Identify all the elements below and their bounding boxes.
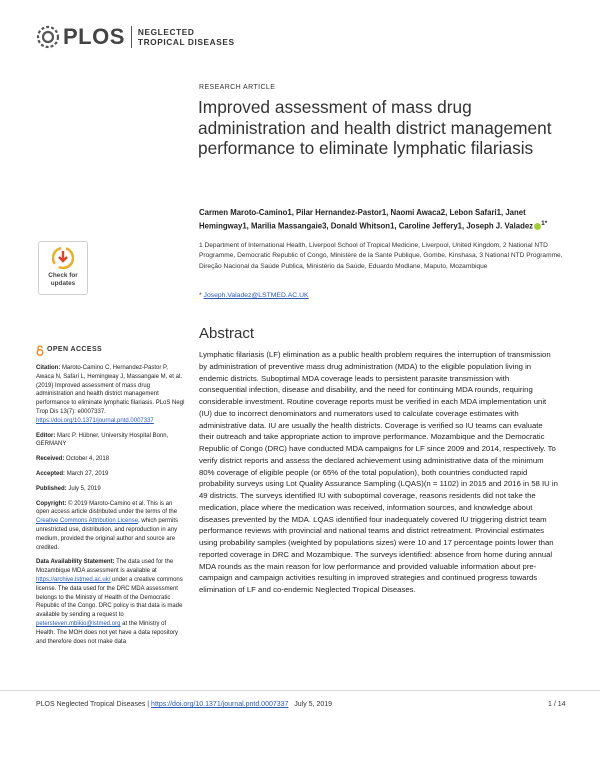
page-footer [36, 701, 332, 708]
author-suffix: 1* [541, 220, 548, 228]
page-number: 1 / 14 [548, 701, 566, 708]
data-archive-link[interactable]: https://archive.lstmed.ac.uk/ [36, 576, 111, 583]
citation-doi-link[interactable]: https://doi.org/10.1371/journal.pntd.0007337 [36, 417, 154, 424]
check-updates-icon [52, 247, 74, 269]
accepted-date: March 27, 2019 [66, 470, 109, 477]
footer-doi-link[interactable]: https://doi.org/10.1371/journal.pntd.0007337 [151, 701, 289, 708]
accepted-block [36, 470, 186, 479]
published-block [36, 485, 186, 494]
copyright-text: © 2019 Maroto-Camino et al. This is an open access article distributed under the terms of the [36, 500, 178, 516]
article-title: Improved assessment of mass drug administration and health district management performance to eliminate lymphatic filariasis [198, 97, 552, 158]
correspondence [199, 292, 309, 299]
copyright-text-end: , which permits unrestricted use, distribution, and reproduction in any medium, provided the original author and source are credited. [36, 518, 179, 551]
correspondence-email-link[interactable]: Joseph.Valadez@LSTMED.AC.UK [203, 292, 309, 299]
data-availability-text-end: at the Ministry of Health. The MOH does not yet have a data repository and therefore does not make data [36, 620, 178, 645]
logo-divider [131, 26, 132, 48]
check-updates-line2: updates [50, 279, 76, 287]
journal-logo [36, 24, 235, 50]
editor-block [36, 432, 186, 450]
abstract-body: Lymphatic filariasis (LF) elimination as a public health problem requires the interruption of transmission by administration of preventive mass drug administration (MDA) to the eligible population living in endemic districts. Suboptimal MDA coverage leads to persistent parasite transmission with consequential infection, disease and disability, and the need for continuing MDA rounds, requiring considerable investment. Routine coverage reports must be verified in each MDA implementation unit (IU) due to incorrect denominators and numerators used to calculate coverage estimates with administrative data. IU are usually the health districts. Coverage is verified so IU teams can evaluate their outreach and take appropriate action to improve performance. Mozambique and the Democratic Republic of Congo (DRC) have conducted MDA campaigns for LF since 2009 and 2014, respectively. To verify district reports and assess the declared achievement using administrative data of the minimum 80% coverage of eligible people (or 65% of the total population), both countries conducted rapid probability surveys using Lot Quality Assurance Sampling (LQAS)(n = 1102) in 2015 and 2016 in 58 IU in 49 districts. The surveys identified IU with suboptimal coverage, reasons residents did not take the medication, place where the medication was received, information sources, and knowledge about diseases prevented by the MDA. LQAS identified four inadequately covered IU triggering district team performance reviews with provincial and national teams and district retreatment. Provincial estimates using probability samples (weighted by populations sizes) were 10 and 17 percentage points lower than reported coverage in DRC and Mozambique. The surveys identified: absence from home during annual MDA rounds as the main reason for low performance and provided valuable information about pre-campaign and campaign activities resulting in improved strategies and continued progress towards elimination of LF and co-endemic Neglected Tropical Diseases. [199, 350, 558, 594]
received-label: Received: [36, 456, 65, 463]
open-lock-icon [36, 345, 44, 356]
copyright-label: Copyright: [36, 500, 67, 507]
article-info-sidebar [36, 345, 186, 652]
open-access-badge [36, 345, 186, 356]
author-names: Carmen Maroto-Camino1, Pilar Hernandez-Pastor1, Naomi Awaca2, Lebon Safari1, Janet Hemingway1, Marilia Massangaie3, Donald Whitson1, Caroline Jeffery1, Joseph J. Valadez [199, 208, 534, 231]
check-for-updates-badge[interactable] [38, 241, 88, 295]
accepted-label: Accepted: [36, 470, 66, 477]
article-type: RESEARCH ARTICLE [199, 84, 276, 91]
author-list [199, 207, 569, 232]
data-availability-label: Data Availability Statement: [36, 559, 115, 566]
published-date: July 5, 2019 [68, 485, 101, 492]
citation-label: Citation: [36, 365, 61, 371]
received-date: October 4, 2018 [66, 456, 110, 463]
open-access-label: OPEN ACCESS [47, 346, 103, 354]
editor-label: Editor: [36, 432, 56, 439]
license-link[interactable]: Creative Commons Attribution License [36, 518, 139, 525]
affiliations: 1 Department of International Health, Liverpool School of Tropical Medicine, Liverpool, United Kingdom, 2 National NTD Programme, Democratic Republic of Congo, Ministère de la Sante Publique, Gombe, Kinshasa, 3 National NTD Programme, Direção Nacional da Saúde Publica, Ministério da Saúde, Eduardo Modlane, Maputo, Mozambique [199, 242, 563, 270]
published-label: Published: [36, 485, 67, 492]
journal-name [138, 27, 235, 47]
data-availability-block [36, 558, 186, 646]
check-updates-label [39, 272, 87, 287]
editor-text: Marc P. Hübner, University Hospital Bonn, GERMANY [36, 432, 169, 448]
journal-name-line1: NEGLECTED [137, 27, 195, 37]
copyright-block [36, 500, 186, 553]
citation-text: Maroto-Camino C, Hernandez-Pastor P, Awaca N, Safari L, Hemingway J, Massangaie M, et al. (2019) Improved assessment of mass drug administration and health district management performance to eliminate lymphatic filariasis. PLoS Negl Trop Dis 13(7): e0007337. [36, 365, 185, 415]
data-availability-text: The data used for the Mozambique MDA assessment is available at [36, 559, 174, 575]
logo-text: PLOS [63, 24, 125, 49]
citation-block [36, 364, 186, 426]
footer-date: July 5, 2019 [294, 701, 333, 708]
correspondence-marker: * [199, 292, 202, 299]
journal-name-line2: TROPICAL DISEASES [137, 37, 235, 47]
plos-swirl-icon [36, 25, 60, 49]
data-availability-text-mid: under a creative commons license. The data used for the DRC MDA assessment belongs to the Ministry of Health of the Democratic Republic of the Congo. DRC policy is that data is made available by sending a request to [36, 576, 183, 619]
footer-divider [0, 690, 600, 691]
footer-journal: PLOS Neglected Tropical Diseases | [36, 701, 150, 708]
check-updates-line1: Check for [48, 272, 78, 279]
data-request-email-link[interactable]: petersteven.mbikio@lstmed.org [36, 620, 121, 627]
abstract-heading: Abstract [199, 325, 255, 342]
received-block [36, 455, 186, 464]
